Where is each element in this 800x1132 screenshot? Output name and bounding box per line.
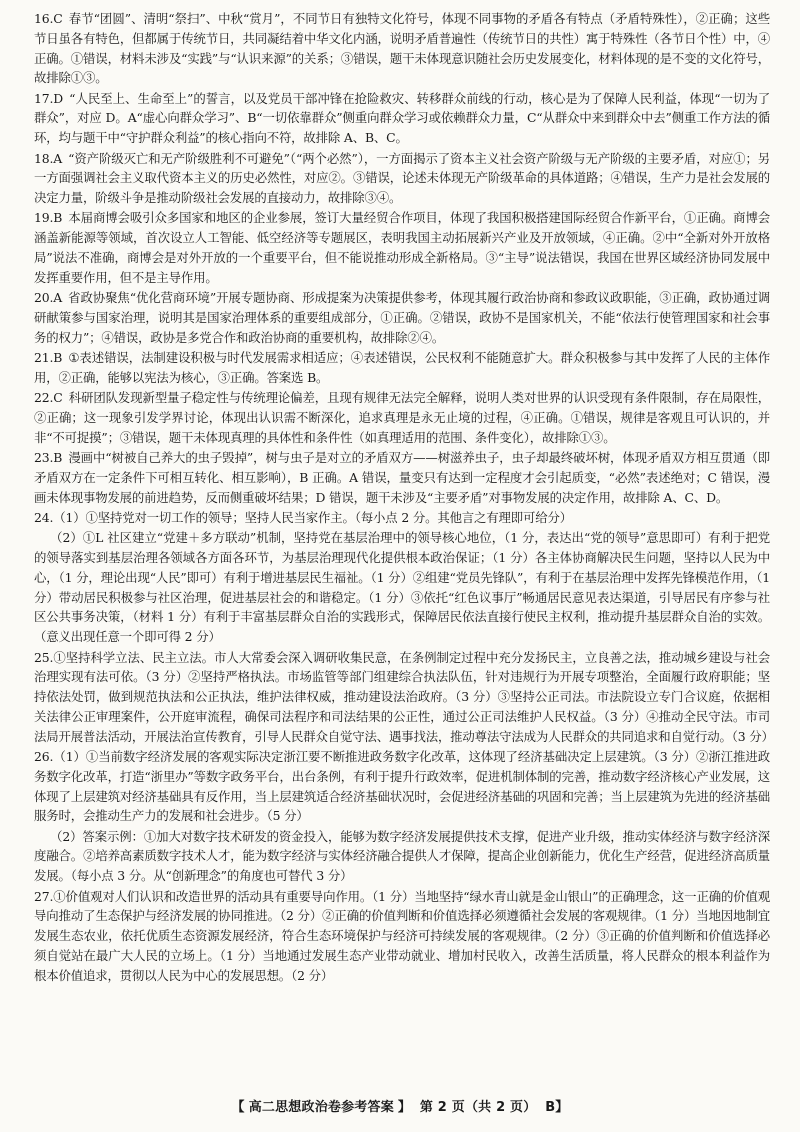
footer-version: B】 [545,1100,569,1115]
footer-open-bracket: 【 [231,1100,245,1115]
answer-label: 19.B [34,210,63,226]
answer-label: 27. [34,888,54,904]
answer-text: 漫画中“树被自己养大的虫子毁掉”，树与虫子是对立的矛盾双方——树滋养虫子，虫子却最终破坏树，体现矛盾双方相互贯通（即矛盾双方在一定条件下可相互转化、相互影响），B 正确。A 错误，量变只有达到一定程度才会引起质变，“必然”表述绝对；C 错误，漫画未体现事物发展的前进趋势，反而侧重破坏结果；D 错误，题干未涉及“主要矛盾”对事物发展的决定作用，故排除 A、C、D。 [34,450,770,505]
answer-text: （2）①L 社区建立“党建＋多方联动”机制，坚持党在基层治理中的领导核心地位，（1 分，表达出“党的领导”意思即可）有利于把党的领导落实到基层治理各领域各方面各环节，为基层治理现代化提供根本政治保证；（1 分）各主体协商解决民生问题，坚持以人民为中心，（1 分，理论出现“人民”即可）有利于增进基层民生福祉。（1 分）②组建“党员先锋队”，有利于在基层治理中发挥先锋模范作用，（1 分）带动居民积极参与社区治理，促进基层社会的和谐稳定。（1 分）③依托“红色议事厅”畅通居民意见表达渠道，引导居民有序参与社区公共事务决策，（材料 1 分）有利于丰富基层群众自治的实践形式，保障居民依法直接行使民主权利，推动提升基层群众自治的实效。（意义出现任意一个即可得 2 分） [34,530,770,645]
answer-label: 16.C [34,11,63,26]
answer-23 [34,448,770,507]
answer-17 [34,89,770,148]
answer-text: （1）①坚持党对一切工作的领导；坚持人民当家作主。（每小点 2 分。其他言之有理即可给分） [53,509,572,525]
answer-24-part1 [34,508,770,528]
answer-text: （2）答案示例：①加大对数字技术研发的资金投入，能够为数字经济发展提供技术支撑，促进产业升级，推动实体经济与数字经济深度融合。②培养高素质数字技术人才，能为数字经济与实体经济融合提供人才保障，提高企业创新能力，优化生产经营，促进经济高质量发展。（每小点 3 分。从“创新理念”的角度也可替代 3 分） [34,828,770,884]
answer-label: 17.D [34,90,64,106]
answer-text: ①表述错误，法制建设积极与时代发展需求相适应；④表述错误，公民权利不能随意扩大。群众积极参与其中发挥了人民的主体作用，②正确，能够以宪法为核心，③正确。答案选 B。 [34,350,770,385]
answer-label: 22.C [34,390,63,406]
answer-16 [34,9,770,88]
answer-text: 省政协聚焦“优化营商环境”开展专题协商、形成提案为决策提供参考，体现其履行政治协商和参政议政职能，③正确，政协通过调研献策参与国家治理，说明其是国家治理体系的重要组成部分，①正确。②错误，政协不是国家机关，不能“依法行使管理国家和社会事务的权力”；④错误，政协是多党合作和政治协商的重要机构，故排除②④。 [34,290,770,345]
answer-text: ①价值观对人们认识和改造世界的活动具有重要导向作用。（1 分）当地坚持“绿水青山就是金山银山”的正确理念，这一正确的价值观导向推动了生态保护与经济发展的协同推进。（2 分）②正确的价值判断和价值选择必须遵循社会发展的客观规律。（1 分）当地因地制宜发展生态农业，依托优质生态资源发展经济，符合生态环境保护与经济可持续发展的客观规律。（2 分）③正确的价值判断和价值选择必须自觉站在最广大人民的立场上。（1 分）当地通过发展生态产业带动就业、增加村民收入，改善生活质量，将人民群众的根本利益作为根本价值追求，贯彻以人民为中心的发展思想。（2 分） [34,888,770,983]
answer-label: 25. [34,649,54,665]
answer-label: 26. [34,748,54,764]
footer-title: 高二思想政治卷参考答案 [248,1100,394,1115]
answer-text: 科研团队发现新型量子稳定性与传统理论偏差，且现有规律无法完全解释，说明人类对世界的认识受现有条件限制，存在局限性，②正确；这一现象引发学界讨论，体现出认识需不断深化，追求真理是永无止境的过程，④正确。①错误，规律是客观且可认识的，并非“不可捉摸”；③错误，题干未体现真理的具体性和条件性（如真理适用的范围、条件变化），故排除①③。 [34,390,770,445]
answer-text: ①坚持科学立法、民主立法。市人大常委会深入调研收集民意，在条例制定过程中充分发扬民主，立良善之法，推动城乡建设与社会治理实现有法可依。（3 分）②坚持严格执法。市场监管等部门组建综合执法队伍，针对违规行为开展专项整治，全面履行政府职能；坚持依法处罚，做到规范执法和公正执法，维护法律权威，推动建设法治政府。（3 分）③坚持公正司法。市法院设立专门合议庭，依据相关法律公正审理案件，公开庭审流程，确保司法程序和司法结果的公正性，通过公正司法维护人民权益。（3 分）④推动全民守法。市司法局开展普法活动，开展法治宣传教育，引导人民群众自觉守法、遇事找法，推动尊法守法成为人民群众的共同追求和自觉行动。（3 分） [34,649,774,744]
answer-27 [34,887,770,986]
page-footer [0,1096,800,1115]
answer-text: 本届商博会吸引众多国家和地区的企业参展，签订大量经贸合作项目，体现了我国积极搭建国际经贸合作新平台，①正确。商博会涵盖新能源等领域，首次设立人工智能、低空经济等专题展区，表明我国主动拓展新兴产业及开放领域，④正确。②中“全新对外开放格局”说法不准确，商博会是对外开放的一个重要平台，但不能说推动形成全新格局。③“主导”说法错误，我国在世界区域经济协同发展中发挥重要作用，但不是主导作用。 [34,210,770,285]
answer-label: 21.B [34,350,63,366]
answer-text: 春节“团圆”、清明“祭扫”、中秋“赏月”，不同节日有独特文化符号，体现不同事物的矛盾各有特点（矛盾特殊性），②正确；这些节日虽各有特色，但都属于传统节日，共同凝结着中华文化内涵，说明矛盾普遍性（传统节日的共性）寓于特殊性（各节日个性）中，④正确。①错误，材料未涉及“实践”与“认识来源”的关系；③错误，题干未体现意识随社会历史发展变化，材料体现的是不变的文化符号，故排除①③。 [34,11,770,86]
answer-content [34,9,774,986]
answer-26-part2 [34,827,770,886]
answer-text: （1）①当前数字经济发展的客观实际决定浙江要不断推进政务数字化改革，这体现了经济基础决定上层建筑。（3 分）②浙江推进政务数字化改革，打造“浙里办”等数字政务平台，出台条例，有利于提升行政效率，促进机制体制的完善，推动数字经济核心产业发展，这体现了上层建筑对经济基础具有反作用，当上层建筑适合经济基础状况时，会促进经济基础的巩固和完善；当上层建筑为先进的经济基础服务时，会推动生产力的发展和社会进步。（5 分） [34,748,770,824]
answer-text: “资产阶级灭亡和无产阶级胜利不可避免”（“两个必然”），一方面揭示了资本主义社会资产阶级与无产阶级的主要矛盾，对应①；另一方面强调社会主义取代资本主义的历史必然性，对应②。③错误，论述未体现无产阶级革命的具体道路；④错误，生产力是社会发展的决定力量，阶级斗争是推动阶级社会发展的直接动力，故排除③④。 [34,150,770,206]
answer-25 [34,648,774,747]
answer-18 [34,149,770,208]
answer-text: “人民至上、生命至上”的誓言，以及党员干部冲锋在抢险救灾、转移群众前线的行动，核心是为了保障人民利益，体现“一切为了群众”，对应 D。A“虚心向群众学习”、B“一切依靠群众”侧重向群众学习或依赖群众力量，C“从群众中来到群众中去”侧重工作方法的循环，均与题干中“守护群众利益”的核心指向不符，故排除 A、B、C。 [34,90,770,146]
answer-19 [34,208,770,287]
answer-label: 23.B [34,450,63,466]
footer-close-bracket: 】 [397,1100,412,1115]
answer-20 [34,288,770,347]
answer-label: 18.A [34,150,63,166]
footer-page-info: 第 2 页（共 2 页） [419,1100,537,1115]
answer-26-part1 [34,747,770,826]
answer-label: 20.A [34,290,63,306]
answer-22 [34,388,770,447]
answer-label: 24. [34,509,54,525]
answer-24-part2 [34,528,770,647]
answer-21 [34,348,770,388]
